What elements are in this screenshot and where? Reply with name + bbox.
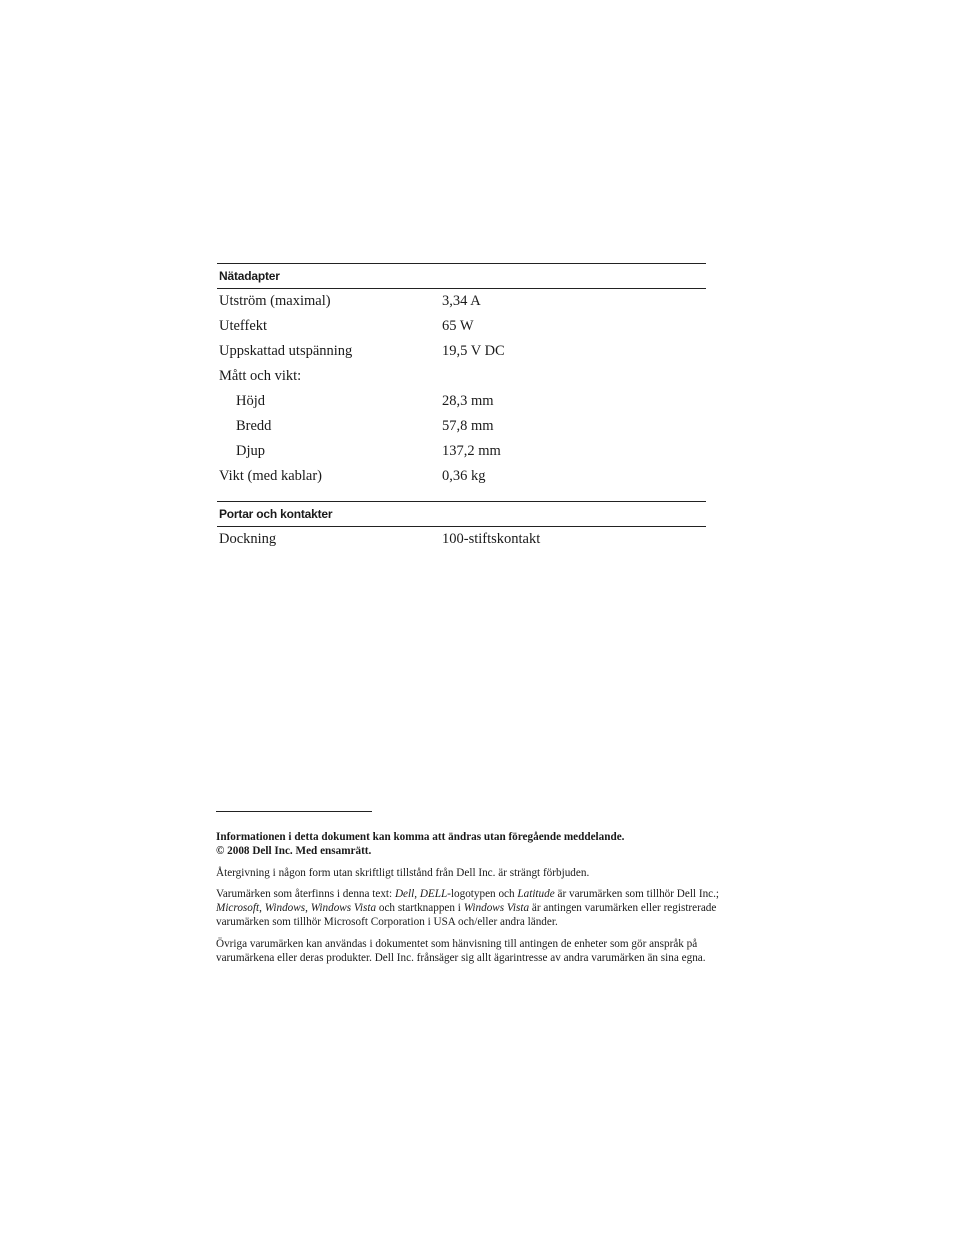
reproduction-text: Återgivning i någon form utan skriftligt tillstånd från Dell Inc. är strängt förbjuden.	[216, 867, 590, 879]
row-value: 0,36 kg	[442, 468, 486, 484]
table-row	[217, 389, 706, 414]
notice-line: Informationen i detta dokument kan komma att ändras utan föregående meddelande.	[216, 831, 625, 843]
table-row	[217, 414, 706, 439]
section-gap	[217, 489, 706, 501]
other-trademarks-text: Övriga varumärken kan användas i dokumentet som hänvisning till antingen de enheter som gör anspråk på varumärkena eller deras produkter. Dell Inc. frånsäger sig allt ägarintresse av andra varumärken än sina egna.	[216, 938, 706, 964]
row-label: Dockning	[219, 531, 277, 547]
other-trademarks-notice	[216, 937, 738, 965]
tm-windows-vista: Windows Vista	[310, 902, 377, 914]
tm-text: är varumärken som tillhör Dell Inc.;	[554, 888, 720, 900]
tm-text: och startknappen i	[376, 902, 464, 914]
table-row	[217, 314, 706, 339]
tm-text: ,	[305, 902, 311, 914]
row-value: 100-stiftskontakt	[442, 531, 541, 547]
tm-windows-vista: Windows Vista	[463, 902, 530, 914]
row-label: Vikt (med kablar)	[219, 468, 323, 484]
row-value: 137,2 mm	[442, 443, 501, 459]
row-label: Mått och vikt:	[219, 368, 302, 384]
table-row	[217, 527, 706, 552]
tm-windows: Windows	[264, 902, 306, 914]
row-value: 57,8 mm	[442, 418, 494, 434]
tm-text: ,	[259, 902, 265, 914]
table-row	[217, 289, 706, 314]
legal-notice	[216, 830, 738, 858]
row-label: Utström (maximal)	[219, 293, 331, 309]
copyright-line: © 2008 Dell Inc. Med ensamrätt.	[216, 845, 372, 857]
row-label: Uppskattad utspänning	[219, 343, 353, 359]
row-label: Bredd	[236, 418, 272, 434]
row-value	[442, 364, 706, 389]
tm-dell-logo: DELL	[419, 888, 448, 900]
section-header-portar: Portar och kontakter	[217, 501, 706, 527]
row-label: Uteffekt	[219, 318, 268, 334]
row-value: 19,5 V DC	[442, 343, 505, 359]
tm-latitude: Latitude	[517, 888, 555, 900]
tm-text: -logotypen och	[447, 888, 518, 900]
section-header-natadapter: Nätadapter	[217, 263, 706, 289]
table-row	[217, 339, 706, 364]
tm-text: Varumärken som återfinns i denna text:	[216, 888, 395, 900]
tm-text: ,	[414, 888, 420, 900]
row-value: 3,34 A	[442, 293, 481, 309]
row-label: Djup	[236, 443, 265, 459]
row-label: Höjd	[236, 393, 265, 409]
trademark-notice	[216, 887, 738, 929]
table-row	[217, 364, 706, 389]
row-value: 28,3 mm	[442, 393, 494, 409]
footnote-divider	[216, 811, 372, 812]
row-value: 65 W	[442, 318, 474, 334]
table-row	[217, 464, 706, 489]
spec-table	[217, 263, 706, 552]
tm-dell: Dell	[394, 888, 415, 900]
table-row	[217, 439, 706, 464]
reproduction-notice	[216, 866, 738, 880]
tm-text: är antingen varumärken eller registrerade varumärken som tillhör Microsoft Corporation i USA och/eller andra länder.	[216, 902, 717, 928]
tm-microsoft: Microsoft	[216, 902, 260, 914]
